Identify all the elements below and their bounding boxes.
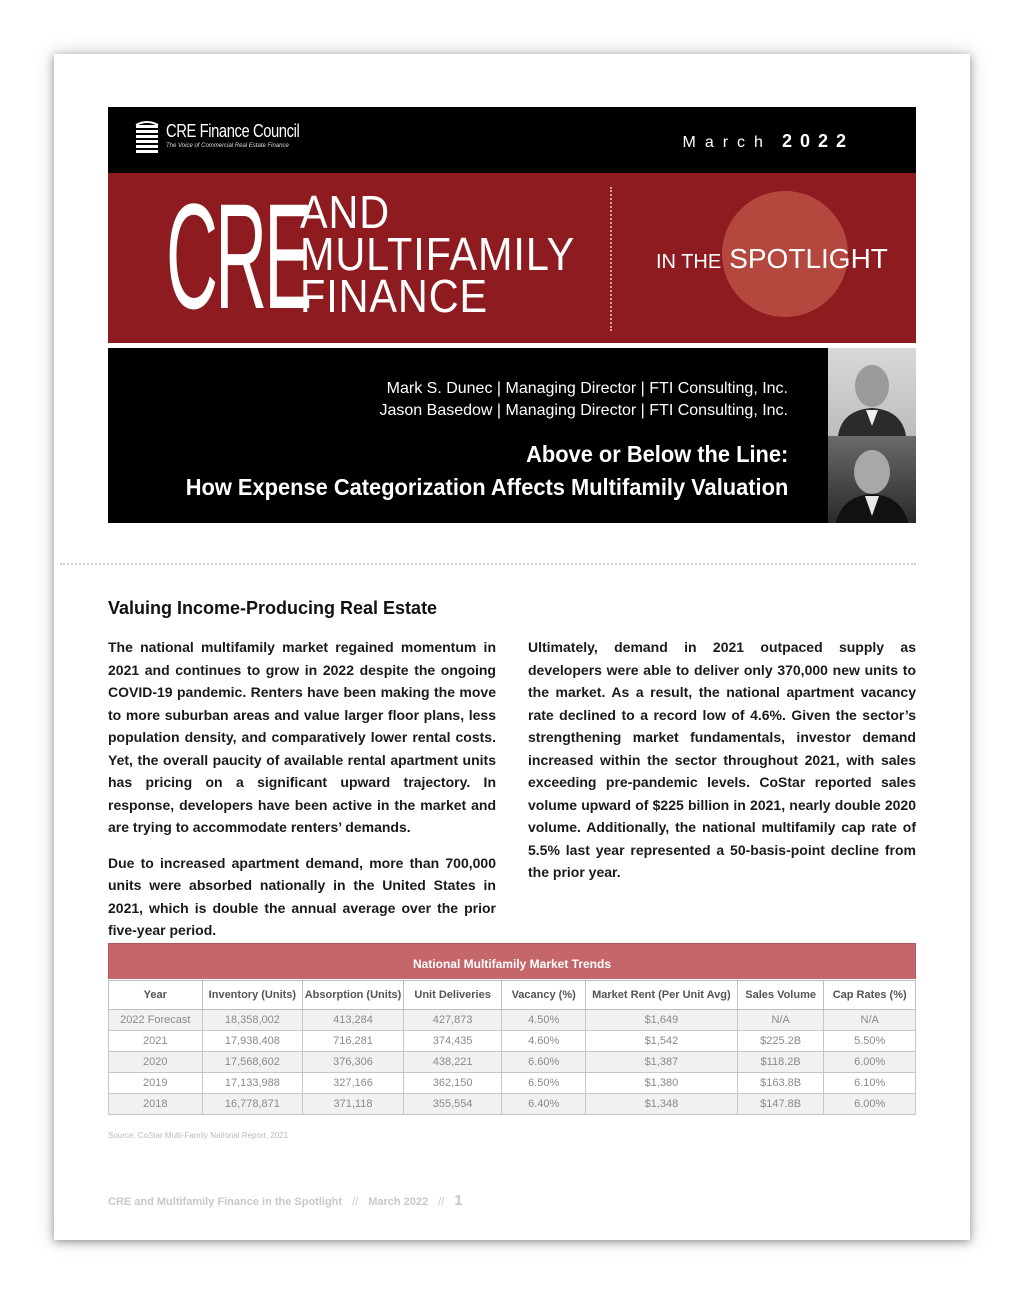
dotted-divider [610,187,612,331]
spotlight-prefix: IN THE [656,251,722,273]
table-cell: 18,358,002 [202,1010,303,1031]
table-row [109,1073,916,1094]
table-cell: 6.50% [502,1073,586,1094]
building-icon [134,119,160,159]
table-cell: $225.2B [737,1031,824,1052]
table-cell: $163.8B [737,1073,824,1094]
spotlight-word: SPOTLIGHT [729,243,888,274]
table-header-row [109,981,916,1010]
title-band [108,173,916,343]
body-paragraph: The national multifamily market regained momentum in 2021 and continues to grow in 2022 despite the ongoing COVID-19 pandemic. Renters have been making the move to more suburban areas and value larger floor plans, less population density, and comparatively lower rental costs. Yet, the overall paucity of available rental apartment units has pricing on a significant upward trajectory. In response, developers have been active in the market and are trying to accommodate renters’ demands. [108,639,496,835]
page-number: 1 [454,1192,463,1209]
left-column [108,636,496,955]
table-cell: 362,150 [403,1073,502,1094]
table-cell: 355,554 [403,1094,502,1115]
table-cell: 6.40% [502,1094,586,1115]
table-cell: 2020 [109,1052,203,1073]
table-cell: 716,281 [303,1031,404,1052]
article-title [154,438,788,504]
table-cell: N/A [824,1010,916,1031]
table-title: National Multifamily Market Trends [108,943,916,979]
section-divider [60,563,916,565]
right-column [528,636,916,897]
market-trends-table [108,980,916,1115]
issue-date [683,131,855,152]
table-cell: $147.8B [737,1094,824,1115]
table-source: Source: CoStar Multi-Family National Report, 2021 [108,1131,289,1140]
table-cell: 4.60% [502,1031,586,1052]
column-header: Absorption (Units) [303,981,404,1010]
publication-title [300,186,606,322]
table-cell: 438,221 [403,1052,502,1073]
org-tagline: The Voice of Commercial Real Estate Finance [166,143,289,149]
table-cell: $1,380 [585,1073,737,1094]
table-row [109,1031,916,1052]
article-title-line: How Expense Categorization Affects Multifamily Valuation [185,474,788,500]
title-line: AND [300,186,391,238]
author-photo-dunec [828,348,916,436]
table-cell: 327,166 [303,1073,404,1094]
table-cell: 17,938,408 [202,1031,303,1052]
footer-date: March 2022 [368,1196,429,1208]
table-cell: 2019 [109,1073,203,1094]
issue-year: 2022 [781,131,854,151]
table-row [109,1010,916,1031]
table-cell: 2018 [109,1094,203,1115]
column-header: Sales Volume [737,981,824,1010]
author-band [108,348,916,523]
author-photo-basedow [828,436,916,523]
table-cell: 427,873 [403,1010,502,1031]
table-cell: $1,387 [585,1052,737,1073]
title-line: FINANCE [300,270,489,322]
column-header: Unit Deliveries [403,981,502,1010]
table-cell: 16,778,871 [202,1094,303,1115]
table-cell: 376,306 [303,1052,404,1073]
page-footer [108,1192,463,1209]
table-cell: 6.00% [824,1094,916,1115]
spotlight-label [656,243,888,275]
table-cell: 413,284 [303,1010,404,1031]
crefc-logo [134,119,329,163]
footer-publication: CRE and Multifamily Finance in the Spotlight [108,1196,343,1208]
column-header: Cap Rates (%) [824,981,916,1010]
body-paragraph: Due to increased apartment demand, more than 700,000 units were absorbed nationally in the United States in 2021, which is double the annual average over the prior five-year period. [108,854,496,938]
footer-separator: // [438,1196,445,1208]
author-line: Mark S. Dunec | Managing Director | FTI Consulting, Inc. [386,380,788,397]
title-line: MULTIFAMILY [300,228,576,280]
column-header: Vacancy (%) [502,981,586,1010]
table-row [109,1052,916,1073]
table-cell: 371,118 [303,1094,404,1115]
issue-month: March [682,134,772,151]
table-cell: 2022 Forecast [109,1010,203,1031]
column-header: Year [109,981,203,1010]
table-cell: 6.60% [502,1052,586,1073]
masthead-bar [108,107,916,173]
table-cell: 17,133,988 [202,1073,303,1094]
author-line: Jason Basedow | Managing Director | FTI Consulting, Inc. [379,402,788,419]
table-cell: N/A [737,1010,824,1031]
org-name: CRE Finance Council [166,121,300,141]
table-cell: 6.00% [824,1052,916,1073]
body-paragraph: Ultimately, demand in 2021 outpaced supply as developers were able to deliver only 370,000 new units to the market. As a result, the national apartment vacancy rate declined to a record low of 4.6%. Given the sector’s strengthening market fundamentals, investor demand increased within the sector throughout 2021, with sales exceeding pre-pandemic levels. CoStar reported sales volume upward of $225 billion in 2021, nearly double 2020 volume. Additionally, the national multifamily cap rate of 5.5% last year represented a 50-basis-point decline from the prior year. [528,639,916,880]
table-cell: $118.2B [737,1052,824,1073]
table-cell: 6.10% [824,1073,916,1094]
column-header: Market Rent (Per Unit Avg) [585,981,737,1010]
cre-wordmark: CRE [166,173,310,340]
table-row [109,1094,916,1115]
table-cell: 17,568,602 [202,1052,303,1073]
article-title-line: Above or Below the Line: [525,441,788,467]
table-cell: 5.50% [824,1031,916,1052]
table-cell: $1,542 [585,1031,737,1052]
table-cell: $1,649 [585,1010,737,1031]
footer-separator: // [352,1196,359,1208]
table-cell: 4.50% [502,1010,586,1031]
column-header: Inventory (Units) [202,981,303,1010]
section-heading: Valuing Income-Producing Real Estate [108,598,438,618]
table-cell: 374,435 [403,1031,502,1052]
table-cell: 2021 [109,1031,203,1052]
table-cell: $1,348 [585,1094,737,1115]
author-list [380,378,789,422]
